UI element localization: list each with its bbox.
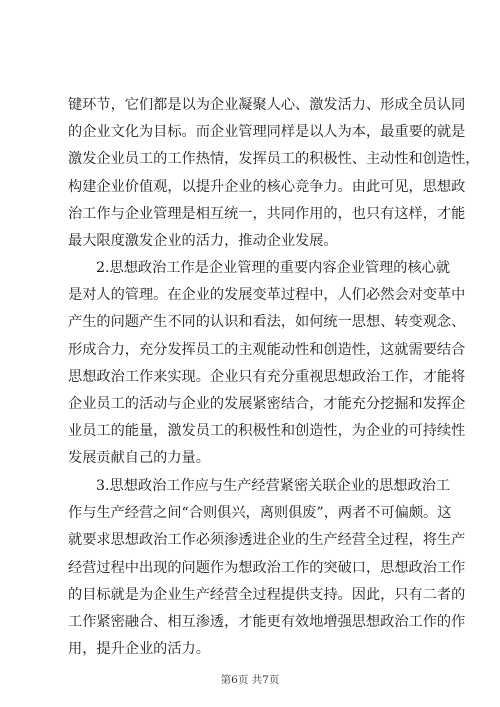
paragraph-line: 思想政治工作来实现。企业只有充分重视思想政治工作，才能将 bbox=[68, 368, 466, 385]
paragraph-line: 2.思想政治工作是企业管理的重要内容企业管理的核心就 bbox=[96, 260, 451, 276]
paragraph-line: 的企业文化为目标。而企业管理同样是以人为本，最重要的就是 bbox=[68, 124, 466, 141]
page-footer: 第6页 共7页 bbox=[220, 674, 280, 686]
paragraph-line: 形成合力，充分发挥员工的主观能动性和创造性，这就需要结合 bbox=[68, 341, 466, 358]
paragraph-line: 3.思想政治工作应与生产经营紧密关联企业的思想政治工 bbox=[96, 478, 451, 494]
paragraph-line: 激发企业员工的工作热情，发挥员工的积极性、主动性和创造性， bbox=[68, 151, 480, 168]
paragraph-line: 作与生产经营之间“合则俱兴，离则俱废”，两者不可偏颇。这 bbox=[68, 505, 452, 522]
paragraph-line: 企业员工的活动与企业的发展紧密结合，才能充分挖掘和发挥企 bbox=[68, 395, 466, 412]
paragraph-line: 是对人的管理。在企业的发展变革过程中，人们必然会对变革中 bbox=[68, 287, 466, 304]
paragraph-line: 治工作与企业管理是相互统一，共同作用的，也只有这样，才能 bbox=[68, 205, 466, 222]
paragraph-line: 业员工的能量，激发员工的积极性和创造性，为企业的可持续性 bbox=[68, 423, 466, 440]
paragraph-line: 的目标就是为企业生产经营全过程提供支持。因此，只有二者的 bbox=[68, 586, 466, 603]
paragraph-line: 工作紧密融合、相互渗透，才能更有效地增强思想政治工作的作 bbox=[68, 613, 466, 630]
paragraph-line: 最大限度激发企业的活力，推动企业发展。 bbox=[68, 232, 338, 249]
paragraph-3 bbox=[68, 473, 466, 663]
paragraph-line: 经营过程中出现的问题作为想政治工作的突破口，思想政治工作 bbox=[68, 559, 466, 576]
paragraph-line: 键环节，它们都是以为企业凝聚人心、激发活力、形成全员认同 bbox=[68, 97, 466, 113]
paragraph-1 bbox=[68, 92, 480, 255]
paragraph-2 bbox=[68, 255, 466, 473]
paragraph-line: 就要求思想政治工作必须渗透进企业的生产经营全过程，将生产 bbox=[68, 532, 466, 549]
paragraph-line: 构建企业价值观，以提升企业的核心竞争力。由此可见，思想政 bbox=[68, 178, 466, 195]
paragraph-line: 用，提升企业的活力。 bbox=[68, 641, 210, 658]
paragraph-line: 发展贡献自己的力量。 bbox=[68, 450, 210, 467]
paragraph-line: 产生的问题产生不同的认识和看法，如何统一思想、转变观念、 bbox=[68, 314, 466, 331]
